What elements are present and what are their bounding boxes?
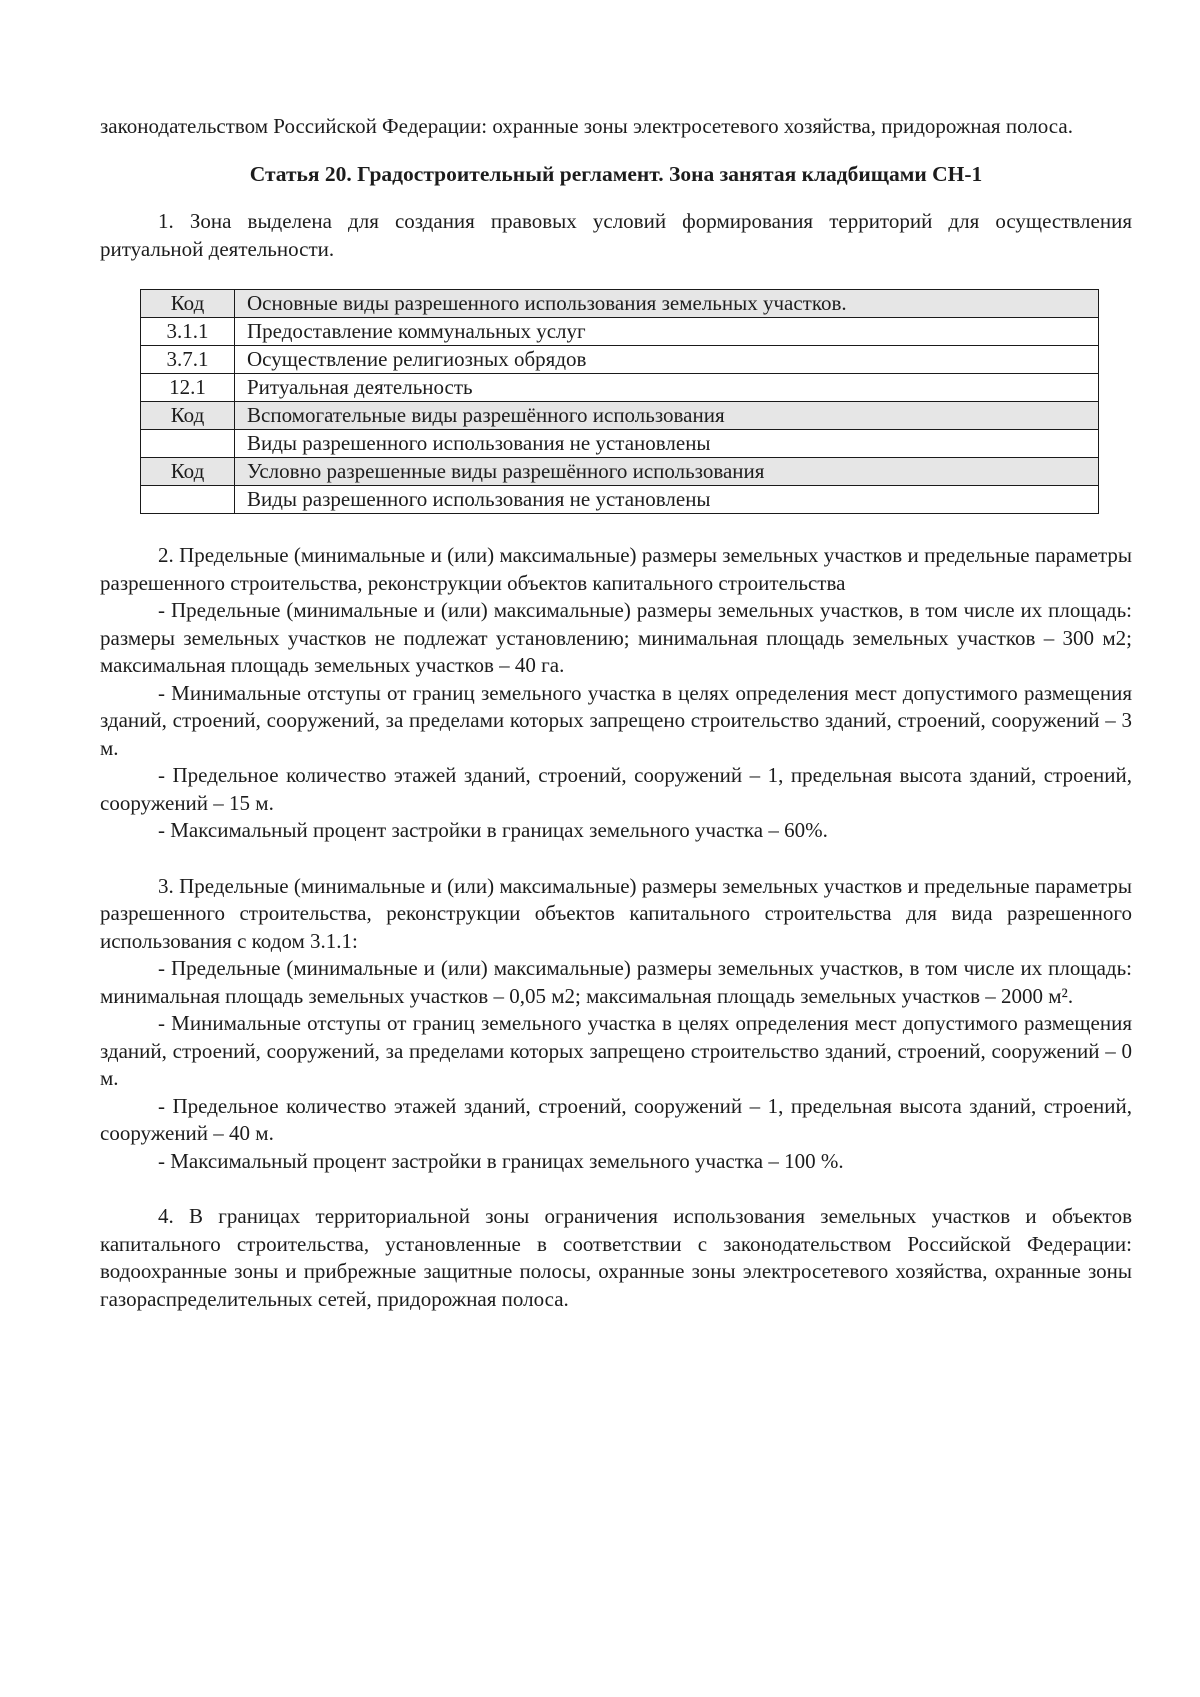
table-cell-text: Осуществление религиозных обрядов (235, 346, 1099, 374)
table-cell-text: Основные виды разрешенного использования земельных участков. (235, 290, 1099, 318)
table-cell-text: Вспомогательные виды разрешённого использования (235, 402, 1099, 430)
table-row (141, 458, 1099, 486)
table-row (141, 402, 1099, 430)
table-cell-code: Код (141, 458, 235, 486)
table-row (141, 374, 1099, 402)
table-row (141, 290, 1099, 318)
item-3-bullet: - Минимальные отступы от границ земельного участка в целях определения мест допустимого размещения зданий, строений, сооружений, за пределами которых запрещено строительство зданий, строений, сооружений – 0 м. (100, 1011, 1132, 1090)
table-cell-code: Код (141, 402, 235, 430)
intro-paragraph: законодательством Российской Федерации: охранные зоны электросетевого хозяйства, придорожная полоса. (100, 114, 1073, 138)
table-row (141, 430, 1099, 458)
item-2-bullet: - Максимальный процент застройки в границах земельного участка – 60%. (158, 818, 828, 842)
table-cell-text: Виды разрешенного использования не установлены (235, 430, 1099, 458)
table-cell-code: 3.1.1 (141, 318, 235, 346)
table-cell-text: Условно разрешенные виды разрешённого использования (235, 458, 1099, 486)
table-cell-code: 3.7.1 (141, 346, 235, 374)
item-2-bullet: - Предельное количество этажей зданий, строений, сооружений – 1, предельная высота зданий, строений, сооружений – 15 м. (100, 763, 1132, 815)
table-row (141, 346, 1099, 374)
item-3-bullet: - Максимальный процент застройки в границах земельного участка – 100 %. (158, 1148, 844, 1173)
table-row (141, 318, 1099, 346)
table-cell-code: 12.1 (141, 374, 235, 402)
table-row (141, 486, 1099, 514)
land-use-table (140, 289, 1099, 514)
item-2-bullet: - Минимальные отступы от границ земельного участка в целях определения мест допустимого размещения зданий, строений, сооружений, за пределами которых запрещено строительство зданий, строений, сооружений – 3 м. (100, 680, 1132, 760)
table-cell-code (141, 486, 235, 514)
table-cell-text: Предоставление коммунальных услуг (235, 318, 1099, 346)
item-2-bullet: - Предельные (минимальные и (или) максимальные) размеры земельных участков, в том числе их площадь: размеры земельных участков не подлежат установлению; минимальная площадь земельных участков – 300 м2; максимальная площадь земельных участков – 40 га. (100, 598, 1132, 677)
document-body (100, 113, 1132, 1313)
item-3-title: 3. Предельные (минимальные и (или) максимальные) размеры земельных участков и предельные параметры разрешенного строительства, реконструкции объектов капитального строительства для вида разрешенного использования с кодом 3.1.1: (100, 873, 1132, 953)
item-3-bullet: - Предельное количество этажей зданий, строений, сооружений – 1, предельная высота зданий, строений, сооружений – 40 м. (100, 1093, 1132, 1145)
item-3-bullet: - Предельные (минимальные и (или) максимальные) размеры земельных участков, в том числе их площадь: минимальная площадь земельных участков – 0,05 м2; максимальная площадь земельных участков – 2000 м². (100, 956, 1132, 1008)
table-cell-text: Виды разрешенного использования не установлены (235, 486, 1099, 514)
table-cell-text: Ритуальная деятельность (235, 374, 1099, 402)
table-cell-code (141, 430, 235, 458)
item-4-paragraph: 4. В границах территориальной зоны ограничения использования земельных участков и объектов капитального строительства, установленные в соответствии с законодательством Российской Федерации: водоохранные зоны и прибрежные защитные полосы, охранные зоны электросетевого хозяйства, охранные зоны газораспределительных сетей, придорожная полоса. (100, 1204, 1132, 1311)
article-heading: Статья 20. Градостроительный регламент. Зона занятая кладбищами СН-1 (249, 161, 983, 186)
item-2-title: 2. Предельные (минимальные и (или) максимальные) размеры земельных участков и предельные параметры разрешенного строительства, реконструкции объектов капитального строительства (100, 543, 1132, 595)
item-1-paragraph: 1. Зона выделена для создания правовых условий формирования территорий для осуществления ритуальной деятельности. (100, 209, 1132, 261)
table-cell-code: Код (141, 290, 235, 318)
